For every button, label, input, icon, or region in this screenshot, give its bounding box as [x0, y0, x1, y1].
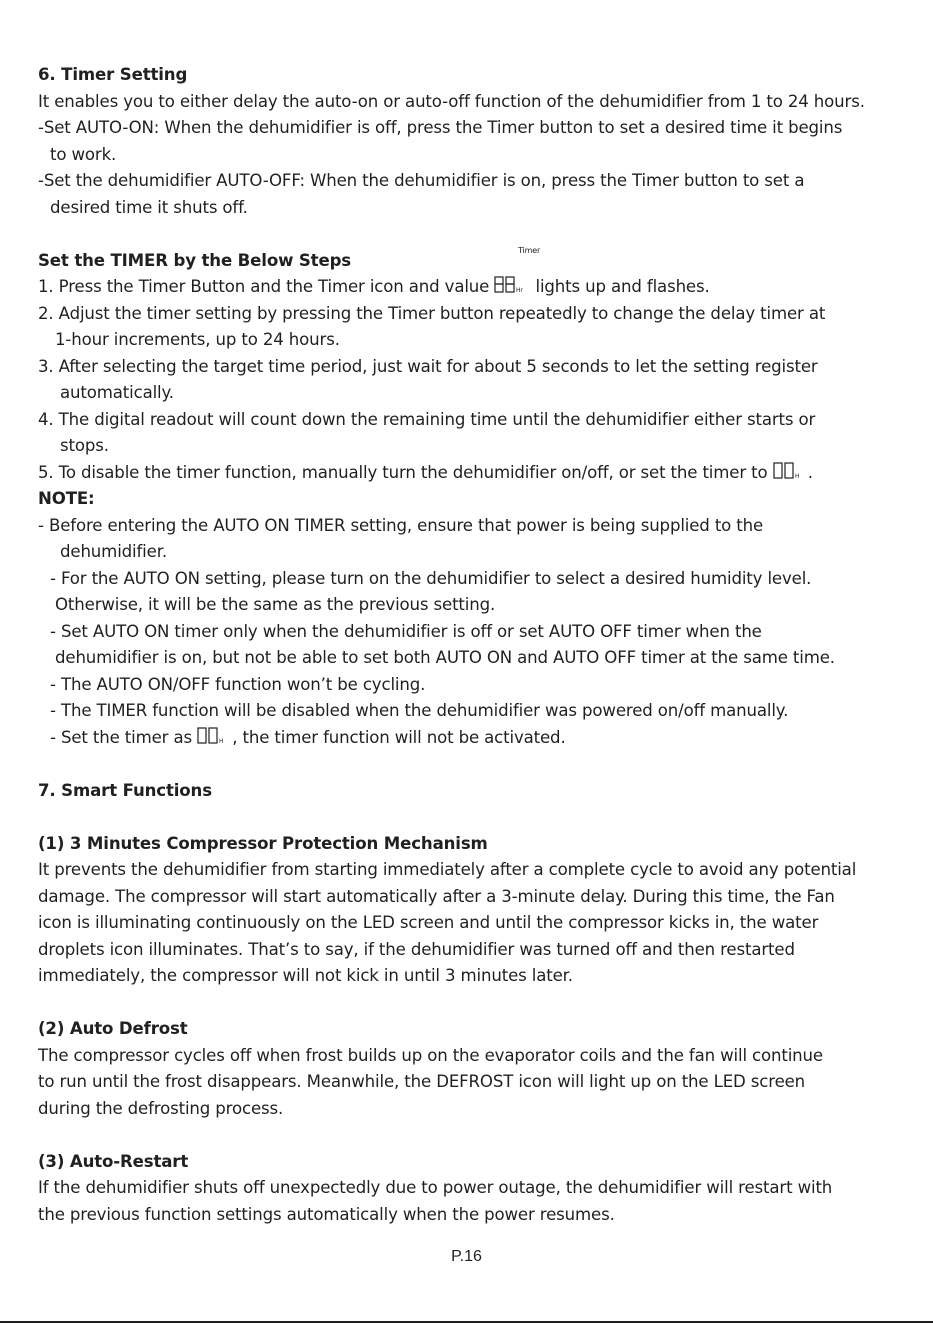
- compressor-line-2: damage. The compressor will start automatically after a 3-minute delay. During this time, the Fan: [38, 886, 835, 906]
- defrost-line-2: to run until the frost disappears. Meanwhile, the DEFROST icon will light up on the LED screen: [38, 1072, 806, 1091]
- step-2-cont: 1-hour increments, up to 24 hours.: [55, 330, 340, 349]
- note-line-3: - Set AUTO ON timer only when the dehumidifier is off or set AUTO OFF timer when the: [50, 621, 762, 641]
- step-1: 1. Press the Timer Button and the Timer icon and value Hr lights up and flashes.: [38, 277, 710, 296]
- note-line-2: - For the AUTO ON setting, please turn on the dehumidifier to select a desired humidity level.: [50, 568, 812, 588]
- compressor-line-5: immediately, the compressor will not kick in until 3 minutes later.: [38, 966, 573, 985]
- timer-display-icon: [494, 276, 530, 294]
- auto-on-line: -Set AUTO-ON: When the dehumidifier is off, press the Timer button to set a desired time it begins: [38, 118, 843, 137]
- section-heading-smart-functions: 7. Smart Functions: [38, 780, 212, 800]
- defrost-line-3: during the defrosting process.: [38, 1098, 284, 1118]
- note-line-3-cont: dehumidifier is on, but not be able to set both AUTO ON and AUTO OFF timer at the same time.: [55, 648, 835, 667]
- note-zero-display-unit: H: [219, 737, 224, 745]
- note-heading: NOTE:: [38, 489, 95, 508]
- timer-zero-display-icon: [197, 727, 227, 745]
- compressor-line-1: It prevents the dehumidifier from starting immediately after a complete cycle to avoid any potential: [38, 860, 857, 879]
- step-4: 4. The digital readout will count down the remaining time until the dehumidifier either starts or: [38, 409, 816, 429]
- timer-intro-line: It enables you to either delay the auto-on or auto-off function of the dehumidifier from 1 to 24 hours.: [38, 91, 865, 111]
- steps-heading-line: [38, 245, 928, 275]
- note-line-1-cont: dehumidifier.: [60, 542, 167, 561]
- note-line-2-cont: Otherwise, it will be the same as the previous setting.: [55, 595, 496, 614]
- auto-on-line-cont: to work.: [50, 144, 117, 164]
- page-number: P.16: [451, 1248, 482, 1265]
- step-4-cont: stops.: [60, 436, 109, 455]
- subheading-auto-restart: (3) Auto-Restart: [38, 1151, 189, 1171]
- timer-zero-display-unit: H: [794, 472, 799, 480]
- subheading-compressor-protection: (1) 3 Minutes Compressor Protection Mechanism: [38, 833, 488, 853]
- compressor-line-3: icon is illuminating continuously on the LED screen and until the compressor kicks in, the water: [38, 913, 819, 932]
- step-3-cont: automatically.: [60, 383, 174, 402]
- manual-page-content: [38, 62, 928, 1228]
- timer-zero-display-icon: [773, 462, 803, 480]
- steps-heading: Set the TIMER by the Below Steps: [38, 250, 352, 270]
- auto-off-line-cont: desired time it shuts off.: [50, 197, 248, 217]
- timer-icon-caption: Timer: [518, 245, 541, 255]
- restart-line-1: If the dehumidifier shuts off unexpectedly due to power outage, the dehumidifier will restart with: [38, 1178, 833, 1197]
- note-line-1: - Before entering the AUTO ON TIMER setting, ensure that power is being supplied to the: [38, 515, 764, 535]
- subheading-auto-defrost: (2) Auto Defrost: [38, 1019, 188, 1038]
- auto-off-line: -Set the dehumidifier AUTO-OFF: When the dehumidifier is on, press the Timer button to set a: [38, 171, 805, 190]
- timer-display-unit: Hr: [516, 287, 524, 294]
- defrost-line-1: The compressor cycles off when frost builds up on the evaporator coils and the fan will continue: [38, 1045, 823, 1065]
- note-line-5: - The TIMER function will be disabled when the dehumidifier was powered on/off manually.: [50, 701, 789, 720]
- step-5: 5. To disable the timer function, manually turn the dehumidifier on/off, or set the timer to H .: [38, 462, 813, 482]
- page-bottom-rule: [0, 1321, 933, 1323]
- section-heading-timer-setting: 6. Timer Setting: [38, 65, 188, 84]
- restart-line-2: the previous function settings automatically when the power resumes.: [38, 1204, 615, 1224]
- compressor-line-4: droplets icon illuminates. That’s to say, if the dehumidifier was turned off and then restarted: [38, 939, 795, 959]
- note-line-4: - The AUTO ON/OFF function won’t be cycling.: [50, 674, 426, 694]
- step-2: 2. Adjust the timer setting by pressing the Timer button repeatedly to change the delay timer at: [38, 303, 826, 323]
- note-line-6: - Set the timer as H , the timer function will not be activated.: [50, 727, 566, 747]
- step-3: 3. After selecting the target time period, just wait for about 5 seconds to let the setting register: [38, 356, 818, 376]
